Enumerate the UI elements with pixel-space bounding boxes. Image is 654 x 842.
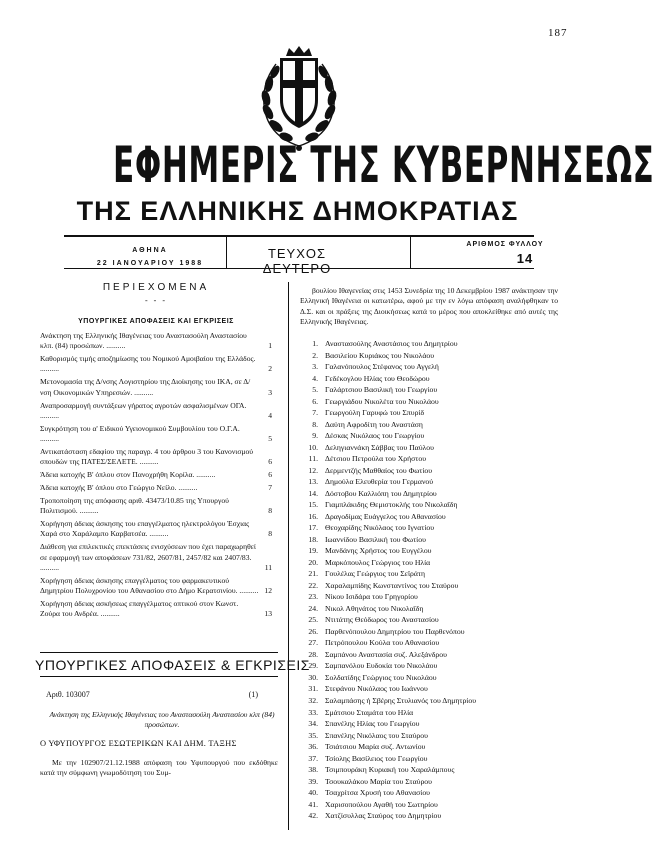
list-item <box>300 672 558 684</box>
column-divider <box>288 282 289 830</box>
list-item-number: 30. <box>308 672 318 682</box>
contents-entry-text: Αναπροσαρμογή συντάξεων γήρατος αγροτών ασφαλισμένων ΟΓΑ. .......... <box>40 400 247 420</box>
list-item-number: 10. <box>308 442 318 452</box>
list-item-number: 17. <box>308 523 318 533</box>
list-item-number: 28. <box>308 649 318 659</box>
list-item <box>300 730 558 742</box>
issue-label: ΤΕΥΧΟΣ ΔΕΥΤΕΡΟ <box>262 246 332 276</box>
list-item-number: 13. <box>308 477 318 487</box>
list-item <box>300 338 558 350</box>
list-item-name: Δόστοβου Καλλιόπη του Δημητρίου <box>325 488 437 498</box>
list-item-name: Ιωαννίδου Βασιλική του Φωτίου <box>325 534 426 544</box>
section-rule-top <box>40 652 278 653</box>
list-item-number: 21. <box>308 569 318 579</box>
decision-number-text: Αριθ. 103007 <box>46 690 90 699</box>
contents-entry-text: Διάθεση για επιλεκτικές επεκτάσεις ενισχύσεων που έχει παραχωρηθεί σε εφαρμογή των αποφάσεων 731/82, 2607/81, 2457/82 και 2407/83. .......... <box>40 542 256 572</box>
list-item-name: Σμάτσιου Σταμάτα του Ηλία <box>325 707 414 717</box>
list-item <box>300 741 558 753</box>
contents-entry-page: 7 <box>268 483 272 493</box>
list-item <box>300 361 558 373</box>
sheet-number: 14 <box>516 251 534 266</box>
section-rule-bottom <box>40 676 278 677</box>
list-item-number: 26. <box>308 626 318 636</box>
list-item <box>300 430 558 442</box>
names-list <box>300 338 558 822</box>
list-item <box>300 683 558 695</box>
list-item-number: 18. <box>308 534 318 544</box>
sheet-number-box <box>420 238 590 266</box>
list-item <box>300 718 558 730</box>
list-item-number: 20. <box>308 557 318 567</box>
list-item-name: Γιαμπλάκιδης Θεμιστοκλής του Νικολαΐδη <box>325 500 458 510</box>
list-item-number: 22. <box>308 580 318 590</box>
list-item <box>300 545 558 557</box>
list-item-name: Δέτσιου Πετρούλα του Χρήστου <box>325 454 427 464</box>
contents-entry-text: Καθορισμός τιμής αποζημίωσης του Νομικού Αμοιβαίου της Ελλάδος. .......... <box>40 354 256 374</box>
list-item <box>300 626 558 638</box>
list-item <box>300 753 558 765</box>
list-item <box>300 373 558 385</box>
contents-entry-page: 4 <box>268 410 272 420</box>
list-item-number: 19. <box>308 546 318 556</box>
list-item-name: Χατζίσυλλας Σταύρος του Δημητρίου <box>325 811 442 821</box>
list-item-name: Τσιάτσιου Μαρία συζ. Αντωνίου <box>325 742 426 752</box>
contents-entry <box>40 470 272 480</box>
contents-entry-text: Αντικατάσταση εδαφίου της παραγρ. 4 του άρθρου 3 του Κανονισμού σπουδών της ΠΑΤΕΣ/ΣΕΛΕΤΕ. .......... <box>40 446 254 467</box>
header-divider-right <box>410 235 411 268</box>
list-item <box>300 649 558 661</box>
contents-entry-text: Άδεια κατοχής Β' όπλου στον Πανοχρήθη Κορίλα. .......... <box>40 470 216 480</box>
list-item <box>300 453 558 465</box>
list-item-name: Δεληγιαννάκη Σάββας του Παύλου <box>325 442 434 452</box>
contents-entry-page: 13 <box>264 609 272 619</box>
list-item <box>300 776 558 788</box>
list-item <box>300 603 558 615</box>
list-item <box>300 442 558 454</box>
contents-entry <box>40 576 272 597</box>
list-item-name: Ντιτάτης Θεόδωρος του Αναστασίου <box>325 615 439 625</box>
list-item-number: 38. <box>308 765 318 775</box>
contents-entry <box>40 519 272 540</box>
list-item-number: 14. <box>308 488 318 498</box>
contents-entry <box>40 483 272 493</box>
list-item-name: Σαλαμπάσης ή Σβέρης Στυλιανός του Δημητρίου <box>325 695 477 705</box>
masthead-title: ΕΦΗΜΕΡΙΣ ΤΗΣ ΚΥΒΕΡΝΗΣΕΩΣ <box>113 136 654 194</box>
list-item-number: 8. <box>312 419 318 429</box>
list-item-name: Σολδατίδης Γεώργιος του Νικολάου <box>325 672 437 682</box>
contents-entry <box>40 401 272 422</box>
list-item <box>300 465 558 477</box>
list-item <box>300 799 558 811</box>
list-item-name: Πετρόπουλου Κούλα του Αθανασίου <box>325 638 440 648</box>
list-item-name: Νίκου Ισιδάρα του Γρηγορίου <box>325 592 418 602</box>
decision-continuation: βουλίου Ιθαγενείας στις 1453 Συνεδρία της 10 Δεκεμβρίου 1987 ανάκτησαν την Ελληνική Ιθαγένεια οι κατωτέρω, αφού με την εν λόγω απόφαση αναλήφθηκαν το Δ.Σ. και οι πράξεις της Διοικήσεως κατά το μέρος που αποκλείθηκε από αυτές της Ελληνικής Ιθαγένειας. <box>300 286 558 327</box>
list-item-name: Θεοχαρίδης Νικόλαος του Ιγνατίου <box>325 523 435 533</box>
list-item <box>300 384 558 396</box>
contents-entry-page: 8 <box>268 529 272 539</box>
decision-number <box>46 690 278 699</box>
list-item <box>300 787 558 799</box>
contents-entry-page: 6 <box>268 457 272 467</box>
list-item <box>300 557 558 569</box>
list-item <box>300 764 558 776</box>
contents-entry-page: 2 <box>268 364 272 374</box>
list-item-name: Γαλάρτσιου Βασιλική του Γεωργίου <box>325 385 438 395</box>
list-item-name: Νικολ Αθηνάτος του Νικολαΐδη <box>325 603 424 613</box>
contents-entry-page: 12 <box>264 586 272 596</box>
list-item-number: 12. <box>308 465 318 475</box>
list-item <box>300 407 558 419</box>
list-item <box>300 637 558 649</box>
sheet-label: ΑΡΙΘΜΟΣ ΦΥΛΛΟΥ <box>466 241 544 248</box>
list-item <box>300 476 558 488</box>
list-item-name: Τσαχρίτσα Χρυσή του Αθανασίου <box>325 788 430 798</box>
list-item-number: 16. <box>308 511 318 521</box>
list-item <box>300 499 558 511</box>
list-item <box>300 568 558 580</box>
list-item-name: Χαρισοπούλου Αγαθή του Σωτηρίου <box>325 799 438 809</box>
list-item-number: 11. <box>308 454 318 464</box>
list-item-name: Δέσκας Νικόλαος του Γεωργίου <box>325 431 425 441</box>
list-item-name: Γαλανόπουλος Στέφανος του Αγγελή <box>325 362 439 372</box>
decision-ref: (1) <box>248 690 258 699</box>
contents-entry-page: 8 <box>268 506 272 516</box>
contents-entry-page: 3 <box>268 387 272 397</box>
list-item-number: 6. <box>312 396 318 406</box>
list-item <box>300 511 558 523</box>
list-item <box>300 534 558 546</box>
list-item-number: 32. <box>308 695 318 705</box>
issue-date: 22 ΙΑΝΟΥΑΡΙΟΥ 1988 <box>96 260 204 267</box>
contents-entry-text: Άδεια κατοχής Β' όπλου στο Γεώργιο Νείλο. .......... <box>40 483 198 493</box>
list-item-number: 40. <box>308 788 318 798</box>
contents-heading: ΠΕΡΙΕΧΟΜΕΝΑ <box>102 282 210 293</box>
list-item <box>300 488 558 500</box>
contents-entry-text: Μετονομασία της Δ/νσης Λογιστηρίου της Διοίκησης του ΙΚΑ, σε Δ/νση Οικονομικών Υπηρεσιών. .......... <box>40 377 251 397</box>
list-item-number: 31. <box>308 684 318 694</box>
contents-entry-text: Συγκρότηση του α' Ειδικού Υγειονομικού Συμβουλίου του Ο.Γ.Α. .......... <box>40 423 240 444</box>
contents-separator: - - - <box>145 296 167 305</box>
list-item <box>300 350 558 362</box>
list-item-number: 9. <box>312 431 318 441</box>
list-item-name: Γουλέλας Γεώργιος του Σεϊράτη <box>325 569 426 579</box>
list-item-name: Σαμπανόλου Ευδοκία του Νικολάου <box>325 661 438 671</box>
list-item <box>300 707 558 719</box>
list-item-name: Σαμπάνου Αναστασία συζ. Αλεξάνδρου <box>325 649 447 659</box>
list-item-number: 37. <box>308 753 318 763</box>
list-item-name: Τσιμπουράκη Κυριακή του Χαραλάμπους <box>325 765 455 775</box>
list-item <box>300 591 558 603</box>
contents-entry-text: Ανάκτηση της Ελληνικής Ιθαγένειας του Αναστασούλη Αναστασίου κλπ. (84) προσώπων. .......... <box>40 331 247 351</box>
contents-entry <box>40 599 272 620</box>
contents-entry-page: 6 <box>268 470 272 480</box>
list-item <box>300 522 558 534</box>
list-item-name: Γεωργιάδου Νικολέτα του Νικολάου <box>325 396 439 406</box>
list-item-name: Μανδάνης Χρήστος του Ευγγέλου <box>325 546 432 556</box>
list-item <box>300 660 558 672</box>
contents-entry-page: 1 <box>268 341 272 351</box>
list-item-number: 7. <box>312 408 318 418</box>
list-item-name: Στεφάνου Νικόλαος του Ιωάννου <box>325 684 428 694</box>
list-item-number: 29. <box>308 661 318 671</box>
list-item <box>300 419 558 431</box>
list-item-number: 1. <box>312 339 318 348</box>
list-item-number: 3. <box>312 362 318 372</box>
list-item-number: 35. <box>308 730 318 740</box>
list-item-name: Γεωργούλη Γαρυφώ του Σπυρίδ <box>325 408 425 418</box>
list-item-name: Παρθενόπουλου Δημητρίου του Παρθενόπου <box>325 626 465 636</box>
list-item <box>300 396 558 408</box>
page-number: 187 <box>548 27 568 39</box>
list-item-name: Τσίολης Βασίλειος του Γεωργίου <box>325 753 428 763</box>
list-item <box>300 614 558 626</box>
contents-entry <box>40 354 272 375</box>
list-item-number: 25. <box>308 615 318 625</box>
contents-entry-text: Τροποποίηση της απόφασης αριθ. 43473/10.85 της Υπουργού Πολιτισμού. .......... <box>40 495 229 516</box>
ministry-line: Ο ΥΦΥΠΟΥΡΓΟΣ ΕΣΩΤΕΡΙΚΩΝ ΚΑΙ ΔΗΜ. ΤΑΞΗΣ <box>40 739 237 748</box>
decision-title: Ανάκτηση της Ελληνικής Ιθαγένειας του Αναστασούλη Αναστασίου κλπ (84) προσώπων. <box>49 710 275 729</box>
list-item-number: 24. <box>308 603 318 613</box>
list-item-number: 36. <box>308 742 318 752</box>
contents-entry <box>40 331 272 352</box>
masthead-subtitle: ΤΗΣ ΕΛΛΗΝΙΚΗΣ ΔΗΜΟΚΡΑΤΙΑΣ <box>76 196 519 226</box>
list-item-number: 4. <box>312 373 318 383</box>
list-item-number: 2. <box>312 350 318 360</box>
contents-entry <box>40 377 272 398</box>
contents-entry-page: 11 <box>264 562 272 572</box>
contents-entry <box>40 496 272 517</box>
list-item-name: Σπανέλης Ηλίας του Γεωργίου <box>325 719 420 729</box>
list-item <box>300 810 558 822</box>
list-item-number: 23. <box>308 592 318 602</box>
contents-subheading: ΥΠΟΥΡΓΙΚΕΣ ΑΠΟΦΑΣΕΙΣ ΚΑΙ ΕΓΚΡΙΣΕΙΣ <box>78 318 234 325</box>
list-item-name: Δαύτη Αφροδίτη του Αναστάση <box>325 419 423 429</box>
list-item-number: 41. <box>308 799 318 809</box>
contents-entry <box>40 542 272 573</box>
list-item-number: 27. <box>308 638 318 648</box>
list-item <box>300 580 558 592</box>
list-item-name: Τσουκαλάκου Μαρία του Σταύρου <box>325 776 432 786</box>
contents-entry <box>40 447 272 468</box>
decision-paragraph: Με την 102907/21.12.1988 απόφαση του Υφυπουργού που εκδόθηκε κατά την σύμφωνη γνωμοδότηση του Συμ- <box>40 758 278 778</box>
contents-entry-text: Χορήγηση άδειας άσκησης του επαγγέλματος ηλεκτρολόγου Έσχιας Χαρά στο Χαράλαμπο Καρβατσέα. .......... <box>40 519 250 539</box>
contents-entry-text: Χορήγηση άδειας ασκήσεως επαγγέλματος οπτικού στον Κωνστ. Ζούρα του Ανδρέα. .......... <box>40 598 239 619</box>
list-item-number: 39. <box>308 776 318 786</box>
contents-entry-page: 5 <box>268 434 272 444</box>
list-item-name: Δημούλα Ελευθερία του Γερμανού <box>325 477 434 487</box>
issue-place-date <box>70 244 230 270</box>
list-item-number: 15. <box>308 500 318 510</box>
list-item-name: Βασιλείου Κυριάκος του Νικολάου <box>325 350 435 360</box>
list-item-name: Χαραλαμπίδης Κωνσταντίνος του Σταύρου <box>325 580 459 590</box>
list-item-name: Γεδέκογλου Ηλίας του Θεοδώρου <box>325 373 430 383</box>
header-rule-top <box>64 235 534 237</box>
issue-city: ΑΘΗΝΑ <box>132 247 168 254</box>
list-item-name: Δραγοδίμας Ευάγγελος του Αθανασίου <box>325 511 446 521</box>
list-item-name: Αναστασούλης Αναστάσιος του Δημητρίου <box>325 339 458 348</box>
list-item-number: 42. <box>308 811 318 821</box>
contents-entry <box>40 424 272 445</box>
list-item-name: Μαρκόπουλος Γεώργιος του Ηλία <box>325 557 431 567</box>
list-item-name: Σπανέλης Νικόλαος του Σταύρου <box>325 730 428 740</box>
list-item-number: 34. <box>308 719 318 729</box>
contents-list <box>40 331 272 622</box>
list-item-name: Δερμεντζής Μαθθαίος του Φωτίου <box>325 465 433 475</box>
list-item <box>300 695 558 707</box>
list-item-number: 33. <box>308 707 318 717</box>
list-item-number: 5. <box>312 385 318 395</box>
contents-entry-text: Χορήγηση άδειας άσκησης επαγγέλματος του φαρμακευτικού Δημητρίου Πολυχρονίου του Αθανασίου στο Δήμο Κερατσινίου. .......... <box>40 575 259 596</box>
decisions-heading: ΥΠΟΥΡΓΙΚΕΣ ΑΠΟΦΑΣΕΙΣ & ΕΓΚΡΙΣΕΙΣ <box>35 657 310 673</box>
